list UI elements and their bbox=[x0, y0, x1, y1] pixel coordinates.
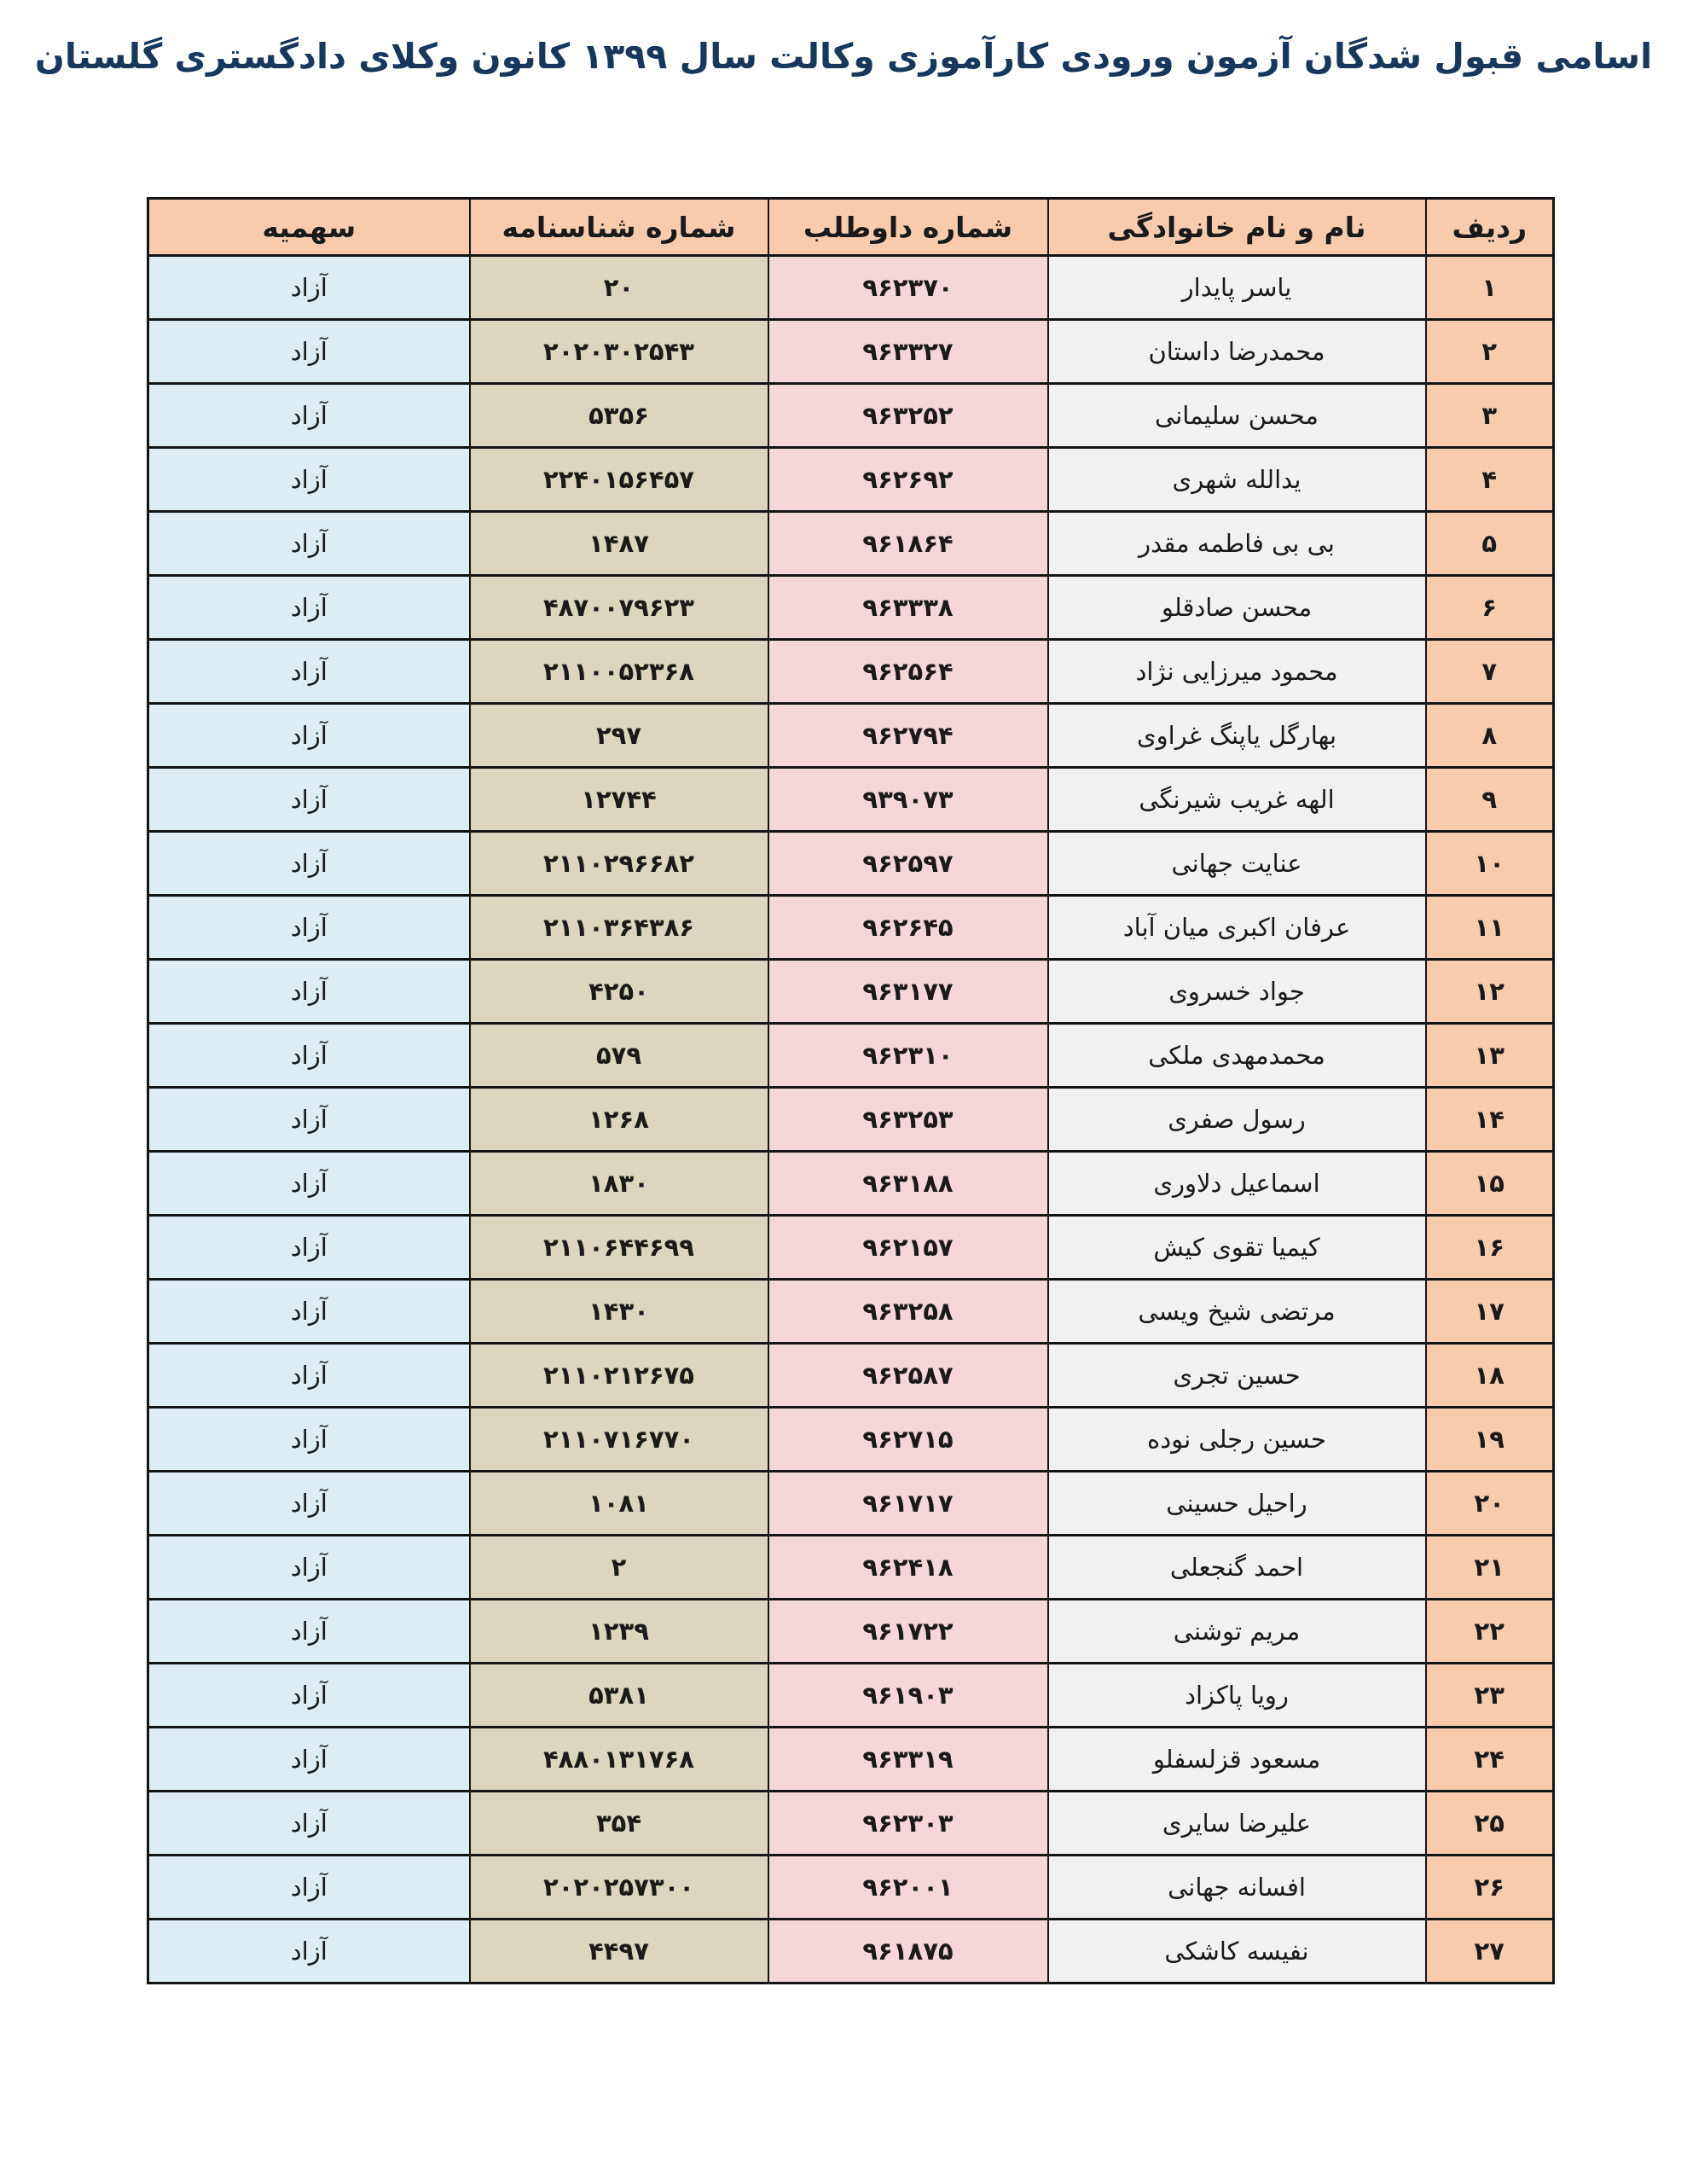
cell-id-number: ۲۰۲۰۲۵۷۳۰۰ bbox=[470, 1856, 768, 1920]
cell-quota: آزاد bbox=[148, 1216, 470, 1280]
cell-id-number: ۲۱۱۰۳۶۴۳۸۶ bbox=[470, 896, 768, 960]
cell-id-number: ۲۹۷ bbox=[470, 704, 768, 768]
cell-id-number: ۲ bbox=[470, 1536, 768, 1600]
cell-candidate-number: ۹۶۲۶۹۲ bbox=[768, 448, 1048, 512]
table-row bbox=[148, 256, 1554, 320]
table-row bbox=[148, 960, 1554, 1024]
cell-quota: آزاد bbox=[148, 1792, 470, 1856]
cell-id-number: ۵۳۸۱ bbox=[470, 1664, 768, 1728]
cell-full-name: علیرضا سایری bbox=[1048, 1792, 1426, 1856]
cell-id-number: ۲۰ bbox=[470, 256, 768, 320]
cell-quota: آزاد bbox=[148, 448, 470, 512]
cell-id-number: ۱۴۸۷ bbox=[470, 512, 768, 576]
cell-candidate-number: ۹۶۲۳۰۳ bbox=[768, 1792, 1048, 1856]
results-table-container bbox=[147, 197, 1552, 1984]
cell-quota: آزاد bbox=[148, 640, 470, 704]
cell-full-name: محمدمهدی ملکی bbox=[1048, 1024, 1426, 1088]
table-row bbox=[148, 1024, 1554, 1088]
cell-row-number: ۱۲ bbox=[1426, 960, 1554, 1024]
cell-quota: آزاد bbox=[148, 1664, 470, 1728]
table-row bbox=[148, 768, 1554, 832]
cell-candidate-number: ۹۶۱۸۶۴ bbox=[768, 512, 1048, 576]
cell-full-name: عرفان اکبری میان آباد bbox=[1048, 896, 1426, 960]
cell-id-number: ۱۰۸۱ bbox=[470, 1472, 768, 1536]
cell-quota: آزاد bbox=[148, 1280, 470, 1344]
cell-candidate-number: ۹۶۱۷۱۷ bbox=[768, 1472, 1048, 1536]
cell-row-number: ۱۰ bbox=[1426, 832, 1554, 896]
cell-quota: آزاد bbox=[148, 1152, 470, 1216]
cell-row-number: ۱۶ bbox=[1426, 1216, 1554, 1280]
table-row bbox=[148, 320, 1554, 384]
table-row bbox=[148, 1856, 1554, 1920]
cell-row-number: ۱۴ bbox=[1426, 1088, 1554, 1152]
table-row bbox=[148, 1216, 1554, 1280]
cell-full-name: نفیسه کاشکی bbox=[1048, 1920, 1426, 1984]
table-row bbox=[148, 1472, 1554, 1536]
cell-quota: آزاد bbox=[148, 1920, 470, 1984]
cell-candidate-number: ۹۶۲۶۴۵ bbox=[768, 896, 1048, 960]
cell-id-number: ۴۲۵۰ bbox=[470, 960, 768, 1024]
column-header-candidate: شماره داوطلب bbox=[768, 199, 1048, 256]
cell-candidate-number: ۹۶۲۵۶۴ bbox=[768, 640, 1048, 704]
cell-full-name: جواد خسروی bbox=[1048, 960, 1426, 1024]
cell-id-number: ۳۵۴ bbox=[470, 1792, 768, 1856]
cell-full-name: مریم توشنی bbox=[1048, 1600, 1426, 1664]
cell-candidate-number: ۹۶۲۳۷۰ bbox=[768, 256, 1048, 320]
cell-row-number: ۱۸ bbox=[1426, 1344, 1554, 1408]
cell-row-number: ۲۵ bbox=[1426, 1792, 1554, 1856]
table-row bbox=[148, 1920, 1554, 1984]
table-row bbox=[148, 1408, 1554, 1472]
cell-full-name: رسول صفری bbox=[1048, 1088, 1426, 1152]
table-row bbox=[148, 832, 1554, 896]
table-row bbox=[148, 1536, 1554, 1600]
cell-id-number: ۱۲۶۸ bbox=[470, 1088, 768, 1152]
cell-row-number: ۱۷ bbox=[1426, 1280, 1554, 1344]
cell-full-name: عنایت جهانی bbox=[1048, 832, 1426, 896]
cell-candidate-number: ۹۶۲۷۱۵ bbox=[768, 1408, 1048, 1472]
cell-full-name: محمدرضا داستان bbox=[1048, 320, 1426, 384]
cell-row-number: ۸ bbox=[1426, 704, 1554, 768]
cell-quota: آزاد bbox=[148, 1856, 470, 1920]
cell-quota: آزاد bbox=[148, 1536, 470, 1600]
cell-quota: آزاد bbox=[148, 320, 470, 384]
cell-row-number: ۴ bbox=[1426, 448, 1554, 512]
cell-candidate-number: ۹۶۳۳۳۸ bbox=[768, 576, 1048, 640]
cell-full-name: محسن سلیمانی bbox=[1048, 384, 1426, 448]
table-row bbox=[148, 576, 1554, 640]
cell-id-number: ۱۲۳۹ bbox=[470, 1600, 768, 1664]
cell-quota: آزاد bbox=[148, 896, 470, 960]
results-table bbox=[147, 197, 1555, 1984]
table-row bbox=[148, 896, 1554, 960]
cell-quota: آزاد bbox=[148, 512, 470, 576]
cell-candidate-number: ۹۶۲۳۱۰ bbox=[768, 1024, 1048, 1088]
table-row bbox=[148, 384, 1554, 448]
cell-candidate-number: ۹۶۲۵۹۷ bbox=[768, 832, 1048, 896]
cell-full-name: احمد گنجعلی bbox=[1048, 1536, 1426, 1600]
cell-full-name: یاسر پایدار bbox=[1048, 256, 1426, 320]
column-header-quota: سهمیه bbox=[148, 199, 470, 256]
table-row bbox=[148, 1280, 1554, 1344]
cell-row-number: ۱۳ bbox=[1426, 1024, 1554, 1088]
cell-row-number: ۲۷ bbox=[1426, 1920, 1554, 1984]
cell-candidate-number: ۹۶۲۴۱۸ bbox=[768, 1536, 1048, 1600]
cell-candidate-number: ۹۶۳۳۲۷ bbox=[768, 320, 1048, 384]
cell-full-name: حسین رجلی نوده bbox=[1048, 1408, 1426, 1472]
cell-row-number: ۵ bbox=[1426, 512, 1554, 576]
cell-candidate-number: ۹۶۲۷۹۴ bbox=[768, 704, 1048, 768]
cell-quota: آزاد bbox=[148, 576, 470, 640]
cell-candidate-number: ۹۶۳۱۸۸ bbox=[768, 1152, 1048, 1216]
cell-row-number: ۳ bbox=[1426, 384, 1554, 448]
cell-quota: آزاد bbox=[148, 1600, 470, 1664]
table-row bbox=[148, 704, 1554, 768]
cell-id-number: ۱۲۷۴۴ bbox=[470, 768, 768, 832]
cell-id-number: ۲۱۱۰۲۹۶۶۸۲ bbox=[470, 832, 768, 896]
cell-candidate-number: ۹۶۱۸۷۵ bbox=[768, 1920, 1048, 1984]
cell-full-name: حسین تجری bbox=[1048, 1344, 1426, 1408]
cell-quota: آزاد bbox=[148, 704, 470, 768]
cell-quota: آزاد bbox=[148, 1088, 470, 1152]
cell-candidate-number: ۹۶۳۲۵۲ bbox=[768, 384, 1048, 448]
cell-candidate-number: ۹۶۲۰۰۱ bbox=[768, 1856, 1048, 1920]
cell-id-number: ۲۱۱۰۶۴۴۶۹۹ bbox=[470, 1216, 768, 1280]
cell-candidate-number: ۹۳۹۰۷۳ bbox=[768, 768, 1048, 832]
cell-candidate-number: ۹۶۱۹۰۳ bbox=[768, 1664, 1048, 1728]
cell-row-number: ۱۱ bbox=[1426, 896, 1554, 960]
table-row bbox=[148, 1152, 1554, 1216]
cell-candidate-number: ۹۶۳۲۵۳ bbox=[768, 1088, 1048, 1152]
table-row bbox=[148, 1088, 1554, 1152]
cell-id-number: ۲۱۱۰۰۵۲۳۶۸ bbox=[470, 640, 768, 704]
cell-quota: آزاد bbox=[148, 1344, 470, 1408]
cell-id-number: ۵۳۵۶ bbox=[470, 384, 768, 448]
cell-full-name: رویا پاکزاد bbox=[1048, 1664, 1426, 1728]
cell-id-number: ۵۷۹ bbox=[470, 1024, 768, 1088]
cell-row-number: ۲۱ bbox=[1426, 1536, 1554, 1600]
cell-full-name: بهارگل یاپنگ غراوی bbox=[1048, 704, 1426, 768]
cell-row-number: ۱۹ bbox=[1426, 1408, 1554, 1472]
cell-quota: آزاد bbox=[148, 768, 470, 832]
cell-quota: آزاد bbox=[148, 960, 470, 1024]
cell-candidate-number: ۹۶۳۲۵۸ bbox=[768, 1280, 1048, 1344]
cell-quota: آزاد bbox=[148, 1472, 470, 1536]
cell-id-number: ۲۲۴۰۱۵۶۴۵۷ bbox=[470, 448, 768, 512]
table-row bbox=[148, 512, 1554, 576]
page-title: اسامی قبول شدگان آزمون ورودی کارآموزی وکالت سال ۱۳۹۹ کانون وکلای دادگستری گلستان bbox=[34, 36, 1653, 77]
cell-quota: آزاد bbox=[148, 1024, 470, 1088]
cell-full-name: اسماعیل دلاوری bbox=[1048, 1152, 1426, 1216]
cell-id-number: ۱۸۳۰ bbox=[470, 1152, 768, 1216]
cell-row-number: ۷ bbox=[1426, 640, 1554, 704]
cell-quota: آزاد bbox=[148, 384, 470, 448]
cell-candidate-number: ۹۶۳۱۷۷ bbox=[768, 960, 1048, 1024]
cell-candidate-number: ۹۶۳۳۱۹ bbox=[768, 1728, 1048, 1792]
table-row bbox=[148, 1664, 1554, 1728]
cell-row-number: ۹ bbox=[1426, 768, 1554, 832]
cell-full-name: راحیل حسینی bbox=[1048, 1472, 1426, 1536]
cell-quota: آزاد bbox=[148, 1408, 470, 1472]
table-row bbox=[148, 1792, 1554, 1856]
cell-full-name: یدالله شهری bbox=[1048, 448, 1426, 512]
cell-row-number: ۲ bbox=[1426, 320, 1554, 384]
cell-quota: آزاد bbox=[148, 256, 470, 320]
cell-full-name: الهه غریب شیرنگی bbox=[1048, 768, 1426, 832]
cell-id-number: ۱۴۳۰ bbox=[470, 1280, 768, 1344]
cell-row-number: ۶ bbox=[1426, 576, 1554, 640]
cell-id-number: ۴۸۷۰۰۷۹۶۲۳ bbox=[470, 576, 768, 640]
table-row bbox=[148, 448, 1554, 512]
table-row bbox=[148, 1728, 1554, 1792]
cell-row-number: ۲۲ bbox=[1426, 1600, 1554, 1664]
cell-quota: آزاد bbox=[148, 1728, 470, 1792]
column-header-id: شماره شناسنامه bbox=[470, 199, 768, 256]
table-row bbox=[148, 1344, 1554, 1408]
cell-full-name: محسن صادقلو bbox=[1048, 576, 1426, 640]
cell-full-name: افسانه جهانی bbox=[1048, 1856, 1426, 1920]
cell-row-number: ۲۰ bbox=[1426, 1472, 1554, 1536]
cell-id-number: ۲۰۲۰۳۰۲۵۴۳ bbox=[470, 320, 768, 384]
cell-row-number: ۲۴ bbox=[1426, 1728, 1554, 1792]
cell-candidate-number: ۹۶۲۱۵۷ bbox=[768, 1216, 1048, 1280]
cell-quota: آزاد bbox=[148, 832, 470, 896]
table-header-row bbox=[148, 199, 1554, 256]
table-row bbox=[148, 1600, 1554, 1664]
cell-row-number: ۲۶ bbox=[1426, 1856, 1554, 1920]
cell-row-number: ۲۳ bbox=[1426, 1664, 1554, 1728]
cell-full-name: مسعود قزلسفلو bbox=[1048, 1728, 1426, 1792]
cell-row-number: ۱۵ bbox=[1426, 1152, 1554, 1216]
column-header-name: نام و نام خانوادگی bbox=[1048, 199, 1426, 256]
cell-full-name: مرتضی شیخ ویسی bbox=[1048, 1280, 1426, 1344]
cell-full-name: محمود میرزایی نژاد bbox=[1048, 640, 1426, 704]
cell-full-name: بی بی فاطمه مقدر bbox=[1048, 512, 1426, 576]
cell-id-number: ۴۴۹۷ bbox=[470, 1920, 768, 1984]
cell-candidate-number: ۹۶۲۵۸۷ bbox=[768, 1344, 1048, 1408]
cell-candidate-number: ۹۶۱۷۲۲ bbox=[768, 1600, 1048, 1664]
cell-row-number: ۱ bbox=[1426, 256, 1554, 320]
cell-id-number: ۲۱۱۰۲۱۲۶۷۵ bbox=[470, 1344, 768, 1408]
cell-id-number: ۴۸۸۰۱۳۱۷۶۸ bbox=[470, 1728, 768, 1792]
cell-full-name: کیمیا تقوی کیش bbox=[1048, 1216, 1426, 1280]
cell-id-number: ۲۱۱۰۷۱۶۷۷۰ bbox=[470, 1408, 768, 1472]
column-header-radif: ردیف bbox=[1426, 199, 1554, 256]
table-row bbox=[148, 640, 1554, 704]
